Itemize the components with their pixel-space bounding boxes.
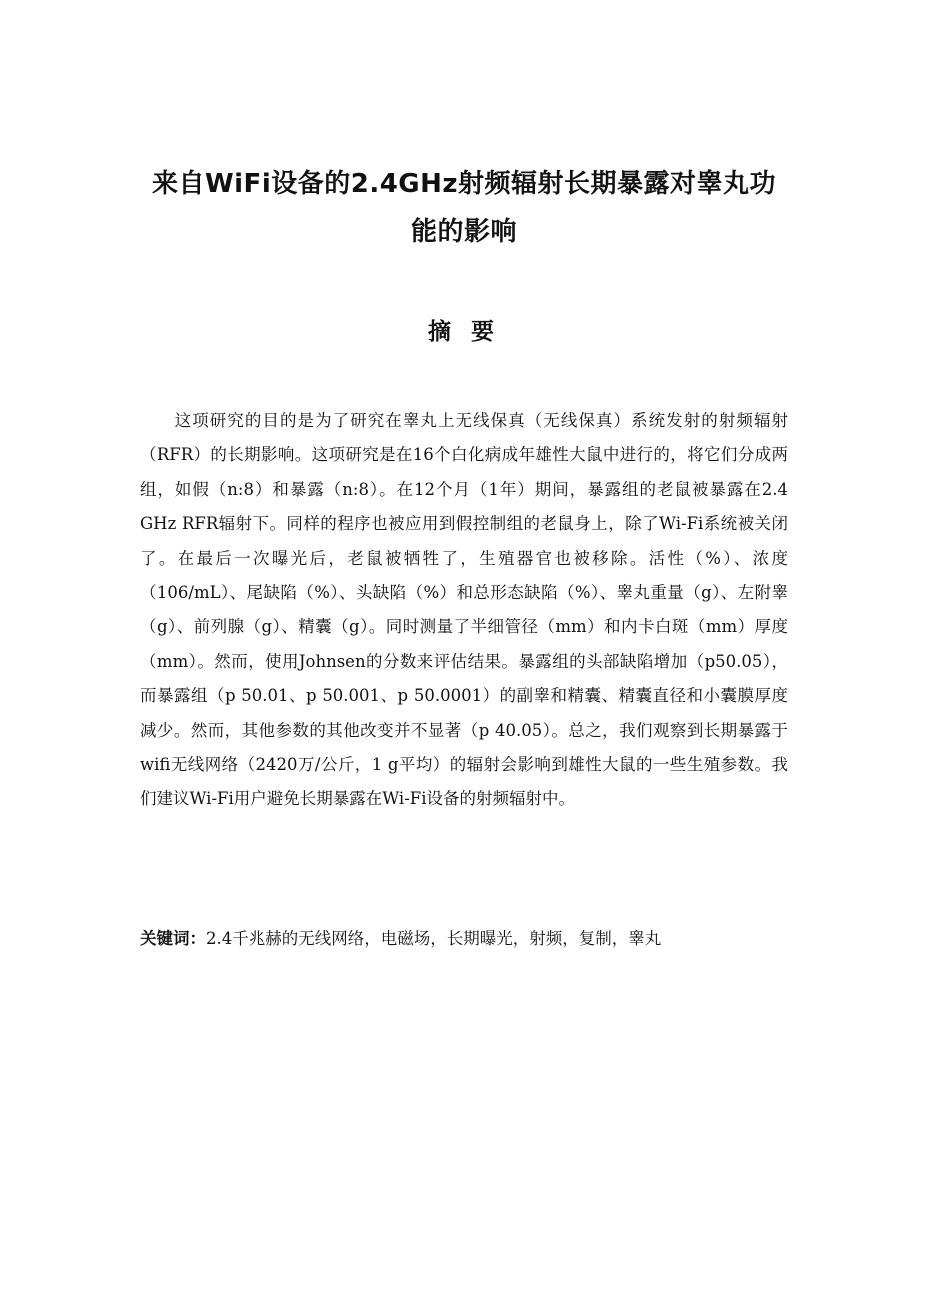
keywords-line — [140, 922, 788, 956]
paper-title-line-1: 来自WiFi设备的2.4GHz射频辐射长期暴露对睾丸功 — [151, 169, 777, 199]
keywords-label: 关键词： — [140, 929, 206, 948]
keywords-text: 2.4千兆赫的无线网络，电磁场，长期曝光，射频，复制，睾丸 — [206, 929, 662, 948]
paper-title — [140, 160, 788, 256]
abstract-body: 这项研究的目的是为了研究在睾丸上无线保真（无线保真）系统发射的射频辐射（RFR）的长期影响。这项研究是在16个白化病成年雄性大鼠中进行的，将它们分成两组，如假（n:8）和暴露（n:8）。在12个月（1年）期间，暴露组的老鼠被暴露在2.4 GHz RFR辐射下。同样的程序也被应用到假控制组的老鼠身上，除了Wi-Fi系统被关闭了。在最后一次曝光后，老鼠被牺牲了，生殖器官也被移除。活性（%）、浓度（106/mL）、尾缺陷（%）、头缺陷（%）和总形态缺陷（%）、睾丸重量（g）、左附睾（g）、前列腺（g）、精囊（g）。同时测量了半细管径（mm）和内卡白斑（mm）厚度（mm）。然而，使用Johnsen的分数来评估结果。暴露组的头部缺陷增加（p50.05），而暴露组（p 50.01、p 50.001、p 50.0001）的副睾和精囊、精囊直径和小囊膜厚度减少。然而，其他参数的其他改变并不显著（p 40.05）。总之，我们观察到长期暴露于wifi无线网络（2420万/公斤，1 g平均）的辐射会影响到雄性大鼠的一些生殖参数。我们建议Wi-Fi用户避免长期暴露在Wi-Fi设备的射频辐射中。 — [140, 411, 788, 809]
paper-title-line-2: 能的影响 — [410, 217, 517, 247]
abstract-heading: 摘 要 — [427, 319, 500, 345]
